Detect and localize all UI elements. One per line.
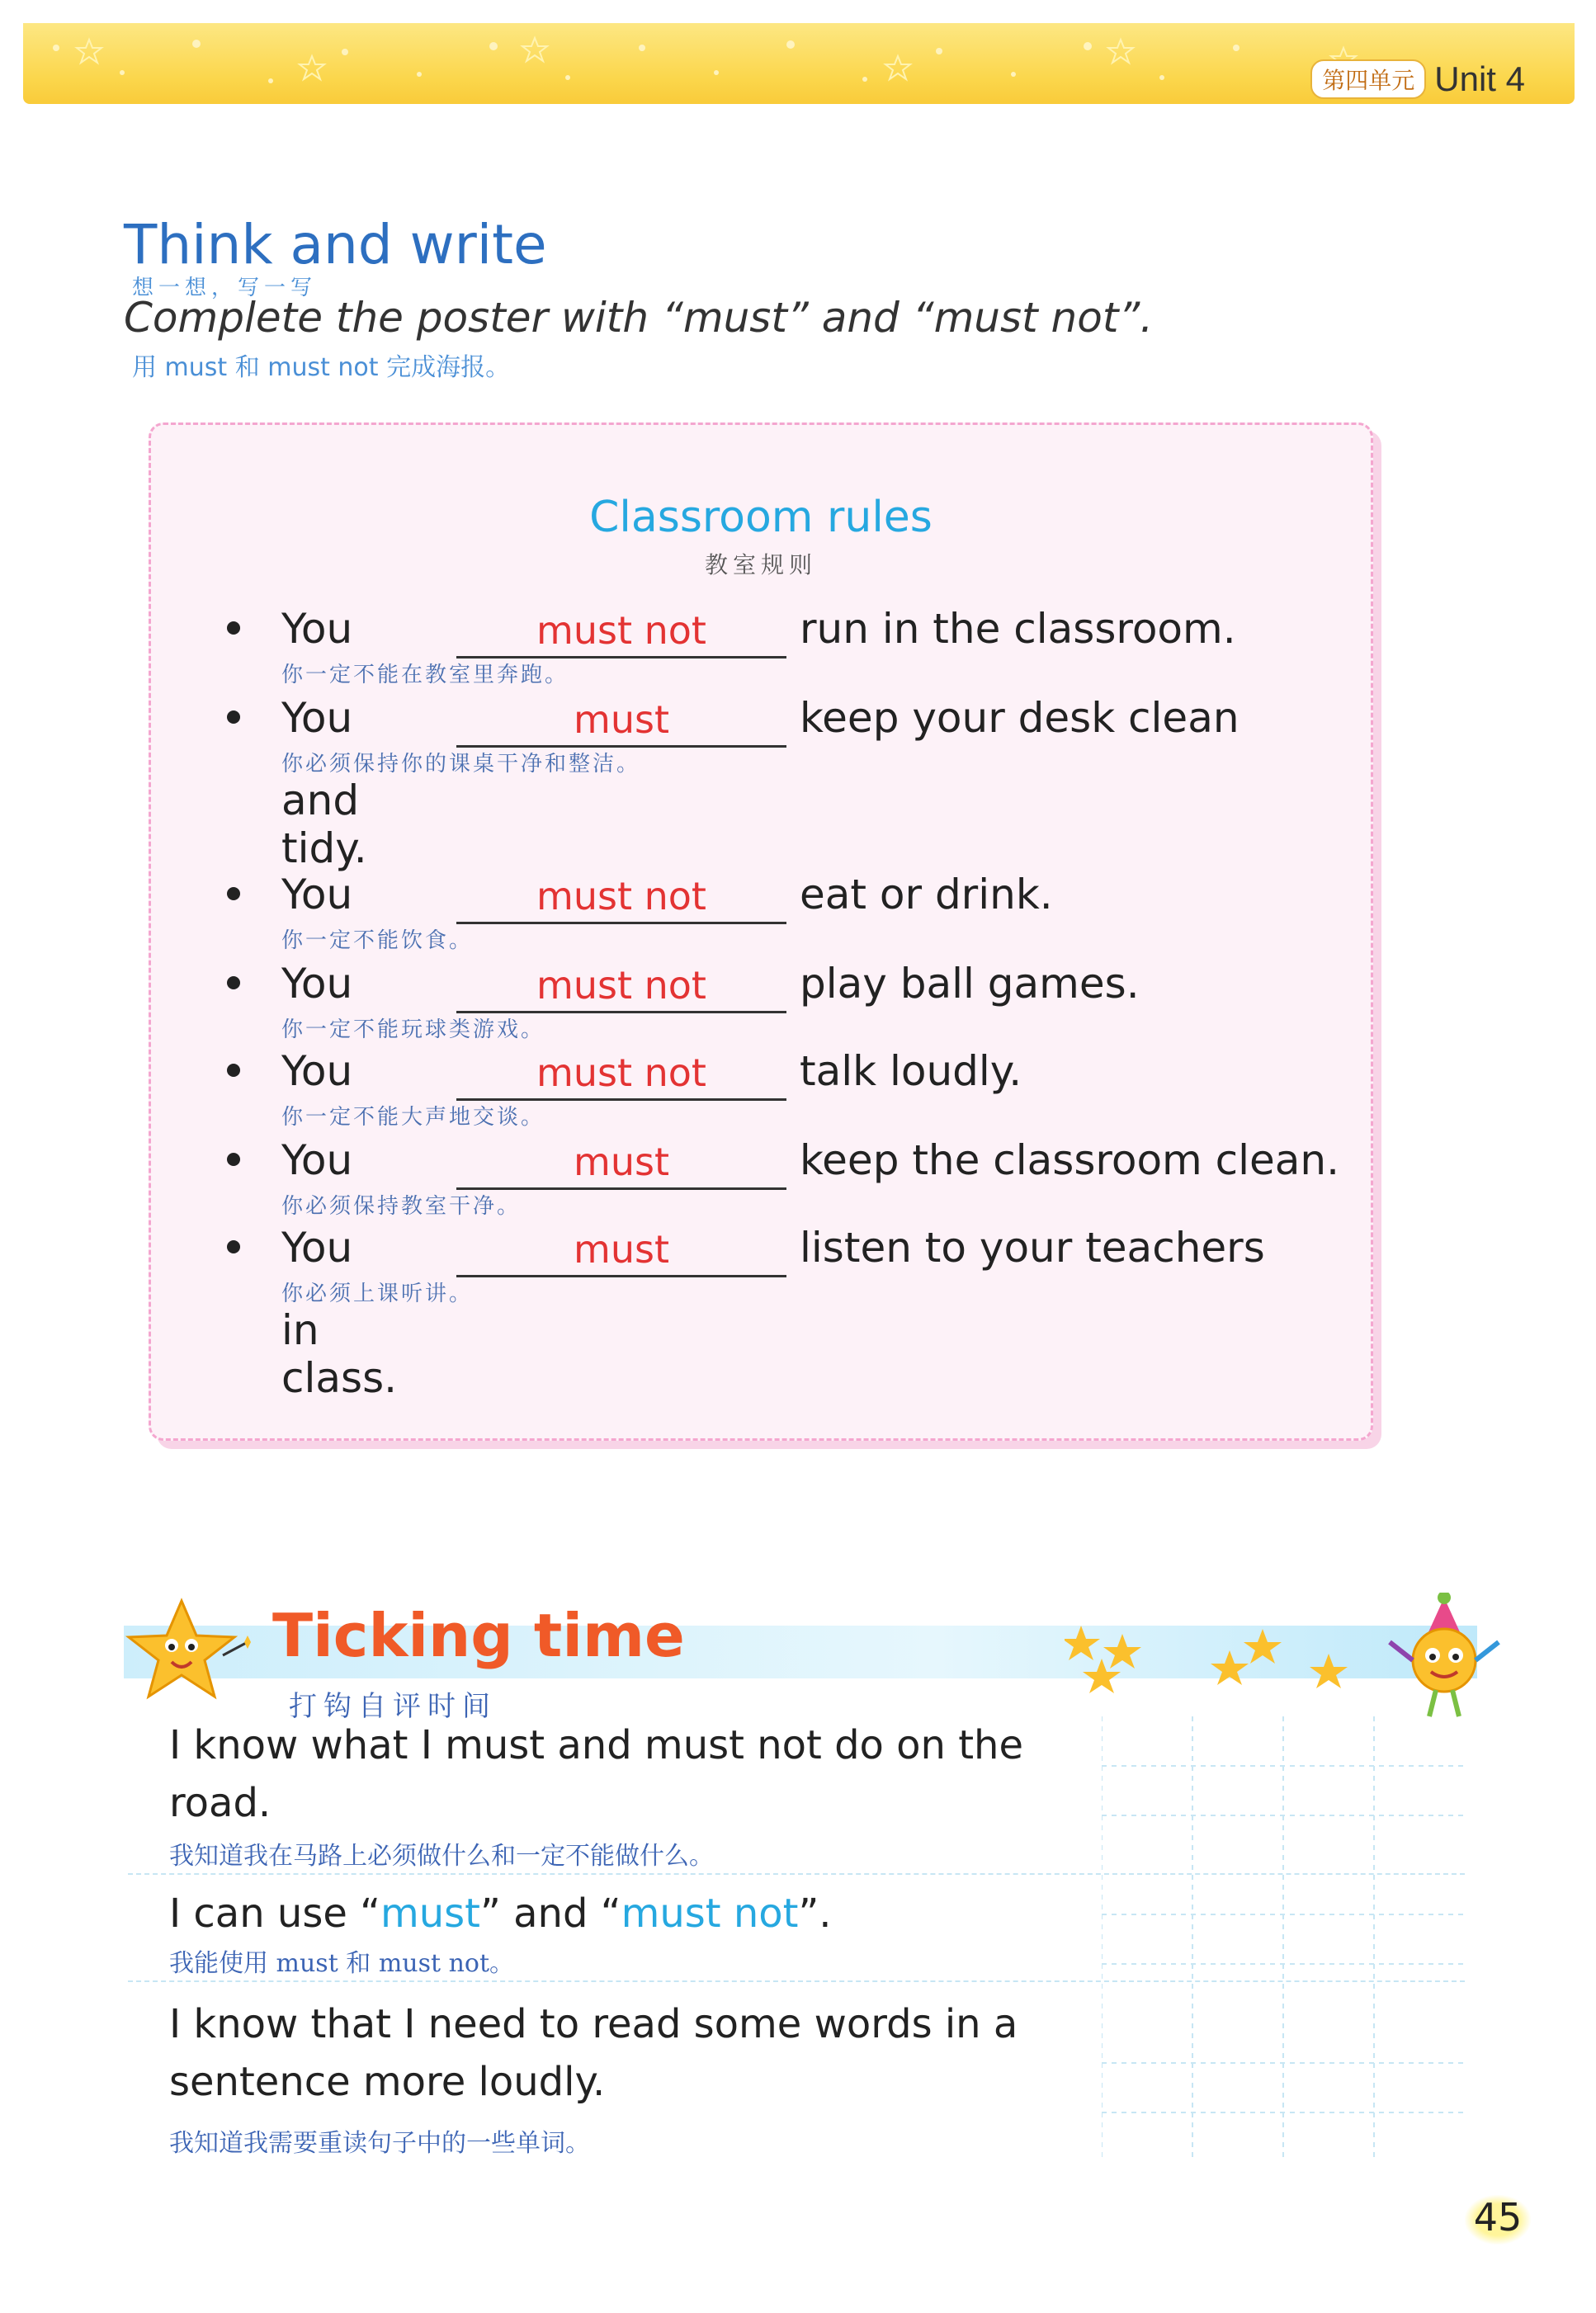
- rule-translation: 你必须保持你的课桌干净和整洁。: [281, 752, 641, 777]
- tick-statement-cn: 我能使用 must 和 must not。: [169, 1949, 515, 1978]
- bullet-icon: [227, 621, 240, 635]
- keyword-must: must: [380, 1891, 480, 1937]
- rule-subject: You: [281, 1224, 353, 1272]
- top-banner: [23, 23, 1575, 104]
- bullet-icon: [227, 710, 240, 724]
- rule-subject: You: [281, 1136, 353, 1184]
- rule-subject: You: [281, 1047, 353, 1095]
- rule-translation: 你必须保持教室干净。: [281, 1194, 522, 1219]
- rule-text: keep your desk clean: [800, 694, 1239, 742]
- instruction-cn: 用 must 和 must not 完成海报。: [132, 353, 511, 382]
- poster-title: Classroom rules: [589, 493, 933, 542]
- bullet-icon: [227, 887, 240, 900]
- answer-blank[interactable]: must not: [456, 874, 786, 924]
- unit-label-cn: 第四单元: [1310, 59, 1426, 99]
- stars-icon: [1065, 1617, 1395, 1700]
- tick-statement: I know what I must and must not do on the road.: [169, 1722, 1023, 1826]
- rule-text: listen to your teachers: [800, 1224, 1265, 1272]
- tick-row: [128, 1716, 1465, 1875]
- rule-text-continued: and tidy.: [281, 777, 367, 872]
- rule-translation: 你一定不能大声地交谈。: [281, 1105, 545, 1130]
- page-number: 45: [1465, 2195, 1531, 2245]
- rule-text: keep the classroom clean.: [800, 1136, 1340, 1184]
- poster-title-cn: 教室规则: [704, 551, 817, 578]
- section-title: Think and write: [124, 213, 547, 276]
- classroom-rules-poster: [149, 422, 1373, 1441]
- instruction: Complete the poster with “must” and “must not”.: [124, 294, 1154, 342]
- rule-text: run in the classroom.: [800, 605, 1236, 653]
- rule-subject: You: [281, 605, 353, 653]
- ticking-time-header: [124, 1593, 1510, 1723]
- answer-blank[interactable]: must: [456, 697, 786, 748]
- rule-translation: 你一定不能玩球类游戏。: [281, 1017, 545, 1042]
- unit-label: [1310, 59, 1525, 99]
- rule-subject: You: [281, 694, 353, 742]
- tick-statement: [169, 1885, 1118, 1942]
- section-title-cn: 想一想，写一写: [132, 276, 318, 300]
- tick-statement-cn: 我知道我需要重读句子中的一些单词。: [169, 2129, 590, 2158]
- answer-blank[interactable]: must: [456, 1140, 786, 1190]
- rule-text: play ball games.: [800, 960, 1140, 1008]
- rule-text: talk loudly.: [800, 1047, 1022, 1095]
- keyword-must-not: must not: [621, 1891, 799, 1937]
- rule-text: eat or drink.: [800, 871, 1053, 918]
- ticking-time-title: Ticking time: [272, 1601, 685, 1670]
- ticking-time-table: [128, 1716, 1465, 2162]
- clown-mascot-icon: [1378, 1593, 1510, 1725]
- tick-text-part: I can use “: [169, 1891, 380, 1937]
- tick-statement-cn: 我知道我在马路上必须做什么和一定不能做什么。: [169, 1842, 714, 1871]
- unit-label-en: Unit 4: [1434, 59, 1525, 98]
- bullet-icon: [227, 976, 240, 989]
- bullet-icon: [227, 1240, 240, 1253]
- answer-blank[interactable]: must not: [456, 963, 786, 1013]
- rule-translation: 你一定不能在教室里奔跑。: [281, 663, 569, 687]
- tick-row: [128, 1980, 1465, 2162]
- tick-statement: I know that I need to read some words in a sentence more loudly.: [169, 2001, 1018, 2105]
- rule-translation: 你一定不能饮食。: [281, 928, 474, 953]
- bullet-icon: [227, 1064, 240, 1077]
- answer-blank[interactable]: must not: [456, 608, 786, 658]
- rule-translation: 你必须上课听讲。: [281, 1282, 474, 1306]
- rule-subject: You: [281, 960, 353, 1008]
- tick-text-part: ” and “: [480, 1891, 621, 1937]
- ticking-time-title-cn: 打钩自评时间: [289, 1690, 497, 1723]
- tick-row: [128, 1873, 1465, 1982]
- answer-blank[interactable]: must: [456, 1227, 786, 1277]
- tick-text-part: ”.: [798, 1891, 832, 1937]
- bullet-icon: [227, 1153, 240, 1166]
- rule-text-continued: in class.: [281, 1306, 398, 1402]
- rule-subject: You: [281, 871, 353, 918]
- star-mascot-icon: [124, 1593, 256, 1708]
- answer-blank[interactable]: must not: [456, 1050, 786, 1101]
